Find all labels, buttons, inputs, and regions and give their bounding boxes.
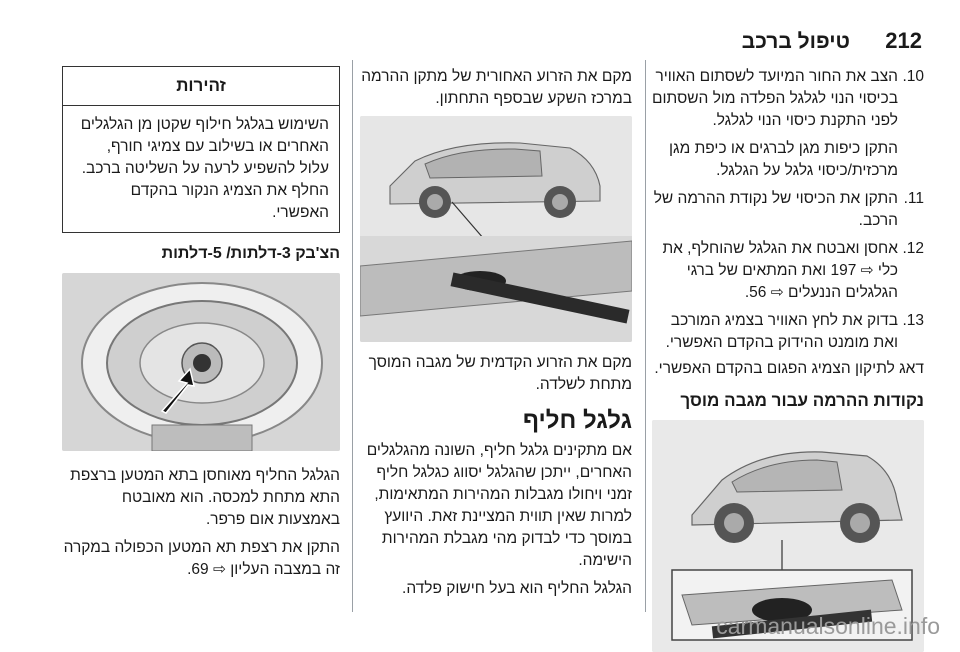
spare-wheel-well-illustration — [62, 273, 340, 451]
step-12 — [652, 238, 924, 304]
step-number: 12. — [902, 240, 924, 257]
left-column — [62, 66, 340, 587]
rear-lift-point-illustration — [360, 116, 632, 342]
step-10-continued — [652, 138, 924, 182]
step-number — [898, 138, 924, 182]
step-text: הצב את החור המיועד לשסתום האוויר בכיסוי הנוי לגלגל הפלדה מול השסתום לפני התקנת כיסוי הנוי לגלגל. — [651, 68, 898, 129]
middle-column — [360, 66, 632, 606]
caution-title: זהירות — [63, 67, 339, 106]
step-text: התקן את הכיסוי של נקודת ההרמה של הרכב. — [653, 190, 898, 229]
spare-storage-caption: הגלגל החליף מאוחסן בתא המטען ברצפת התא מתחת למכסה. הוא מאובטח באמצעות אום פרפר. — [70, 467, 340, 528]
step-text: אחסן ואבטח את הגלגל שהוחלף, את כלי ⇨ 197 ואת המתאים של ברגי הגלגלים הננעלים ⇨ 56. — [662, 240, 898, 301]
column-divider-right — [645, 60, 646, 612]
step-number: 11. — [903, 190, 924, 207]
hatchback-heading: הצ'בק 3-דלתות/ 5-דלתות — [161, 245, 340, 262]
column-divider-left — [352, 60, 353, 612]
steel-rim-paragraph: הגלגל החליף הוא בעל חישוק פלדה. — [402, 580, 632, 597]
repair-note: דאג לתיקון הצמיג הפגום בהקדם האפשרי. — [654, 360, 924, 377]
step-11 — [652, 188, 924, 232]
step-13 — [652, 310, 924, 354]
step-number: 13. — [902, 312, 924, 329]
step-text: בדוק את לחץ האוויר בצמיג המורכב ואת מומנט ההידוק בהקדם האפשרי. — [665, 312, 898, 351]
load-floor-caption: התקן את רצפת תא המטען הכפולה במקרה זה במצבה העליון ⇨ 69. — [63, 539, 340, 578]
right-column — [652, 66, 924, 652]
rear-lift-drawing — [360, 116, 632, 342]
front-arm-caption: מקם את הזרוע הקדמית של מגבה המוסך מתחת לשלדה. — [368, 354, 632, 393]
page-header — [0, 0, 960, 62]
step-text: התקן כיפות מגן לברגים או כיפת מגן מרכזית/כיסוי גלגל על הגלגל. — [669, 140, 898, 179]
section-title: טיפול ברכב — [741, 30, 850, 53]
caution-text: השימוש בגלגל חילוף שקטן מן הגלגלים האחרים או בשילוב עם צמיגי חורף, עלול להשפיע לרעה על השליטה ברכב. החלף את הצמיג הנקור בהקדם האפשרי. — [80, 116, 329, 221]
spare-wheel-paragraph: אם מתקינים גלגל חליף, השונה מהגלגלים האחרים, ייתכן שהגלגל יסווג כגלגל חליף זמני ויחולו מגבלות המהירות המתאימות, למרות שאין תווית המציינת זאת. היוועץ במוסך כדי לבדוק מהי מגבלת המהירות הישימה. — [366, 442, 632, 569]
spare-wheel-drawing — [62, 273, 340, 451]
step-number: 10. — [902, 68, 924, 85]
page-number: 212 — [885, 28, 922, 53]
rear-arm-caption: מקם את הזרוע האחורית של מתקן ההרמה במרכז השקע שבספף התחתון. — [361, 68, 632, 107]
lift-points-heading: נקודות ההרמה עבור מגבה מוסך — [680, 391, 924, 410]
spare-wheel-heading: גלגל חליף — [522, 407, 632, 434]
watermark: carmanualsonline.info — [716, 613, 940, 639]
caution-box — [62, 66, 340, 233]
step-10 — [652, 66, 924, 132]
